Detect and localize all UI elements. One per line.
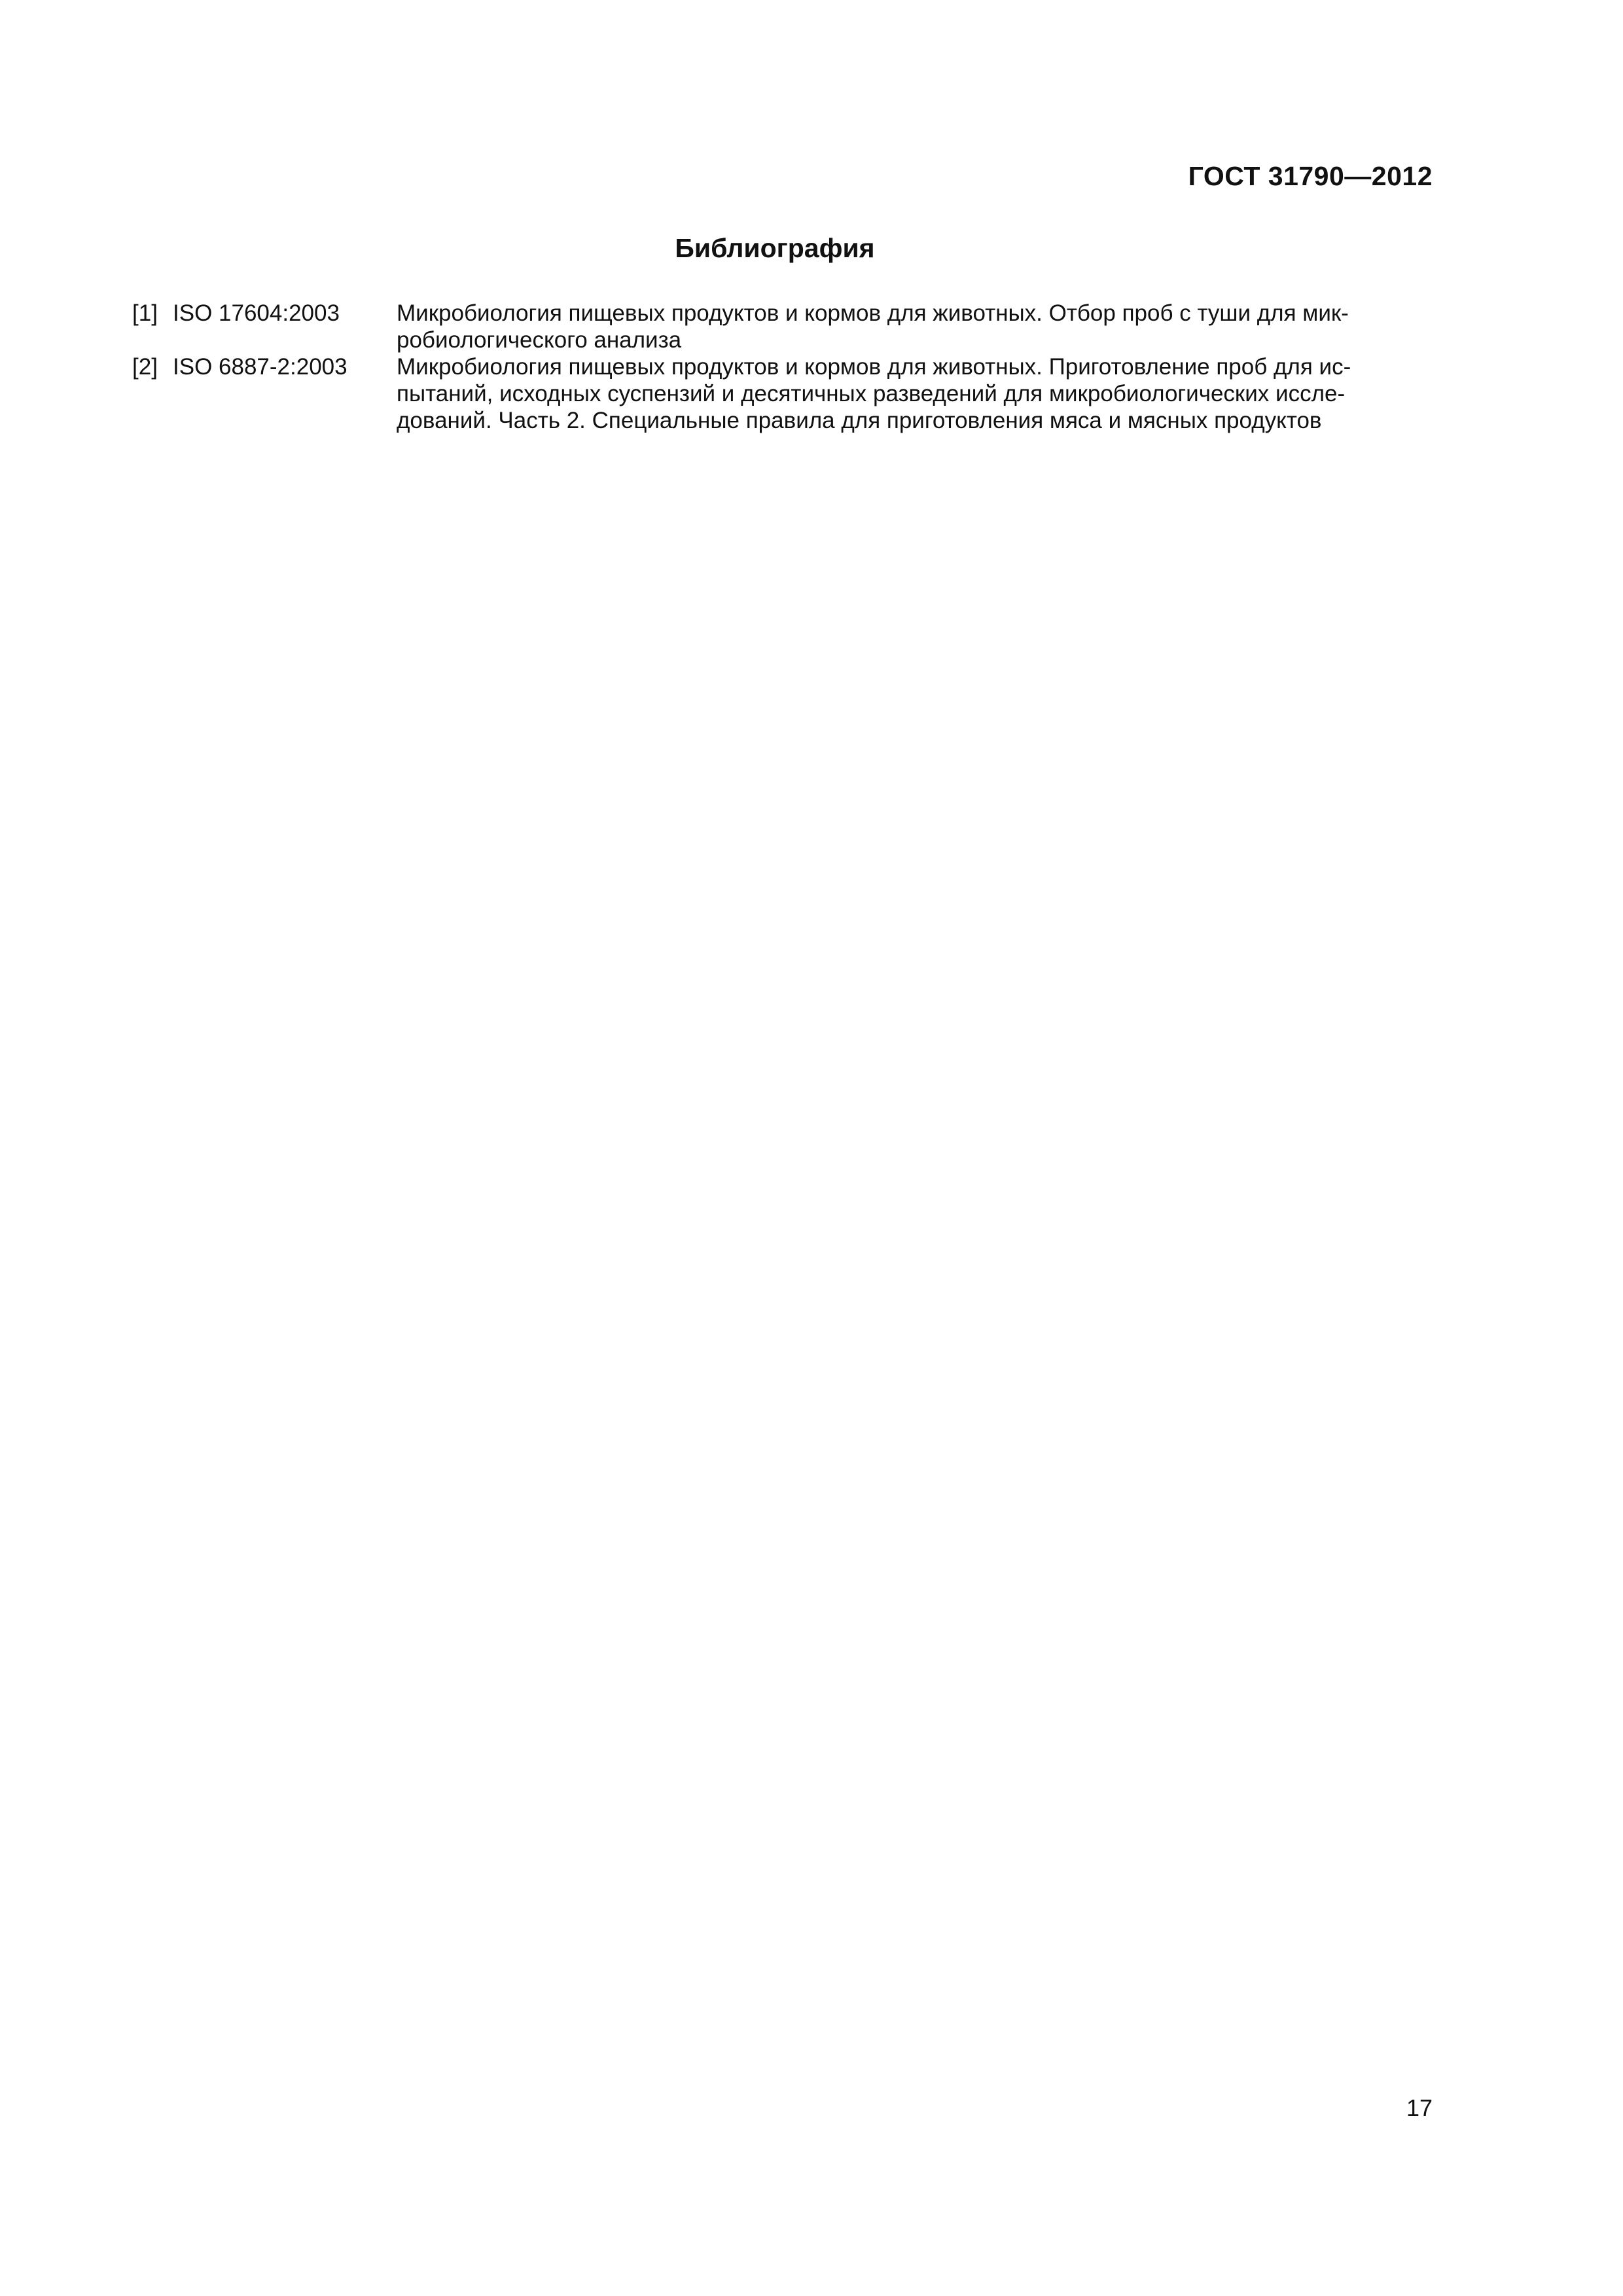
page-number: 17: [1406, 2094, 1433, 2121]
entry-reference: ISO 17604:2003: [173, 300, 340, 326]
entry-title-line: Микробиология пищевых продуктов и кормов для животных. Отбор проб с туши для мик-: [397, 300, 1349, 326]
entry-title-line: дований. Часть 2. Специальные правила для приготовления мяса и мясных продуктов: [397, 408, 1322, 433]
entry-reference: ISO 6887-2:2003: [173, 354, 348, 380]
entry-title-line: Микробиология пищевых продуктов и кормов для животных. Приготовление проб для ис-: [397, 354, 1351, 380]
entry-title-line: пытаний, исходных суспензий и десятичных разведений для микробиологических иссле-: [397, 381, 1346, 406]
bibliography-entry: [132, 300, 1441, 353]
entry-title: [397, 353, 1439, 434]
entry-title-line: робиологического анализа: [397, 327, 682, 353]
bibliography-list: [132, 300, 1441, 434]
entry-number: [2]: [132, 354, 158, 380]
document-code: ГОСТ 31790—2012: [1188, 161, 1433, 191]
section-title: Библиография: [675, 233, 875, 263]
entry-title: [397, 300, 1439, 353]
bibliography-entry: [132, 353, 1441, 434]
entry-number: [1]: [132, 300, 158, 326]
